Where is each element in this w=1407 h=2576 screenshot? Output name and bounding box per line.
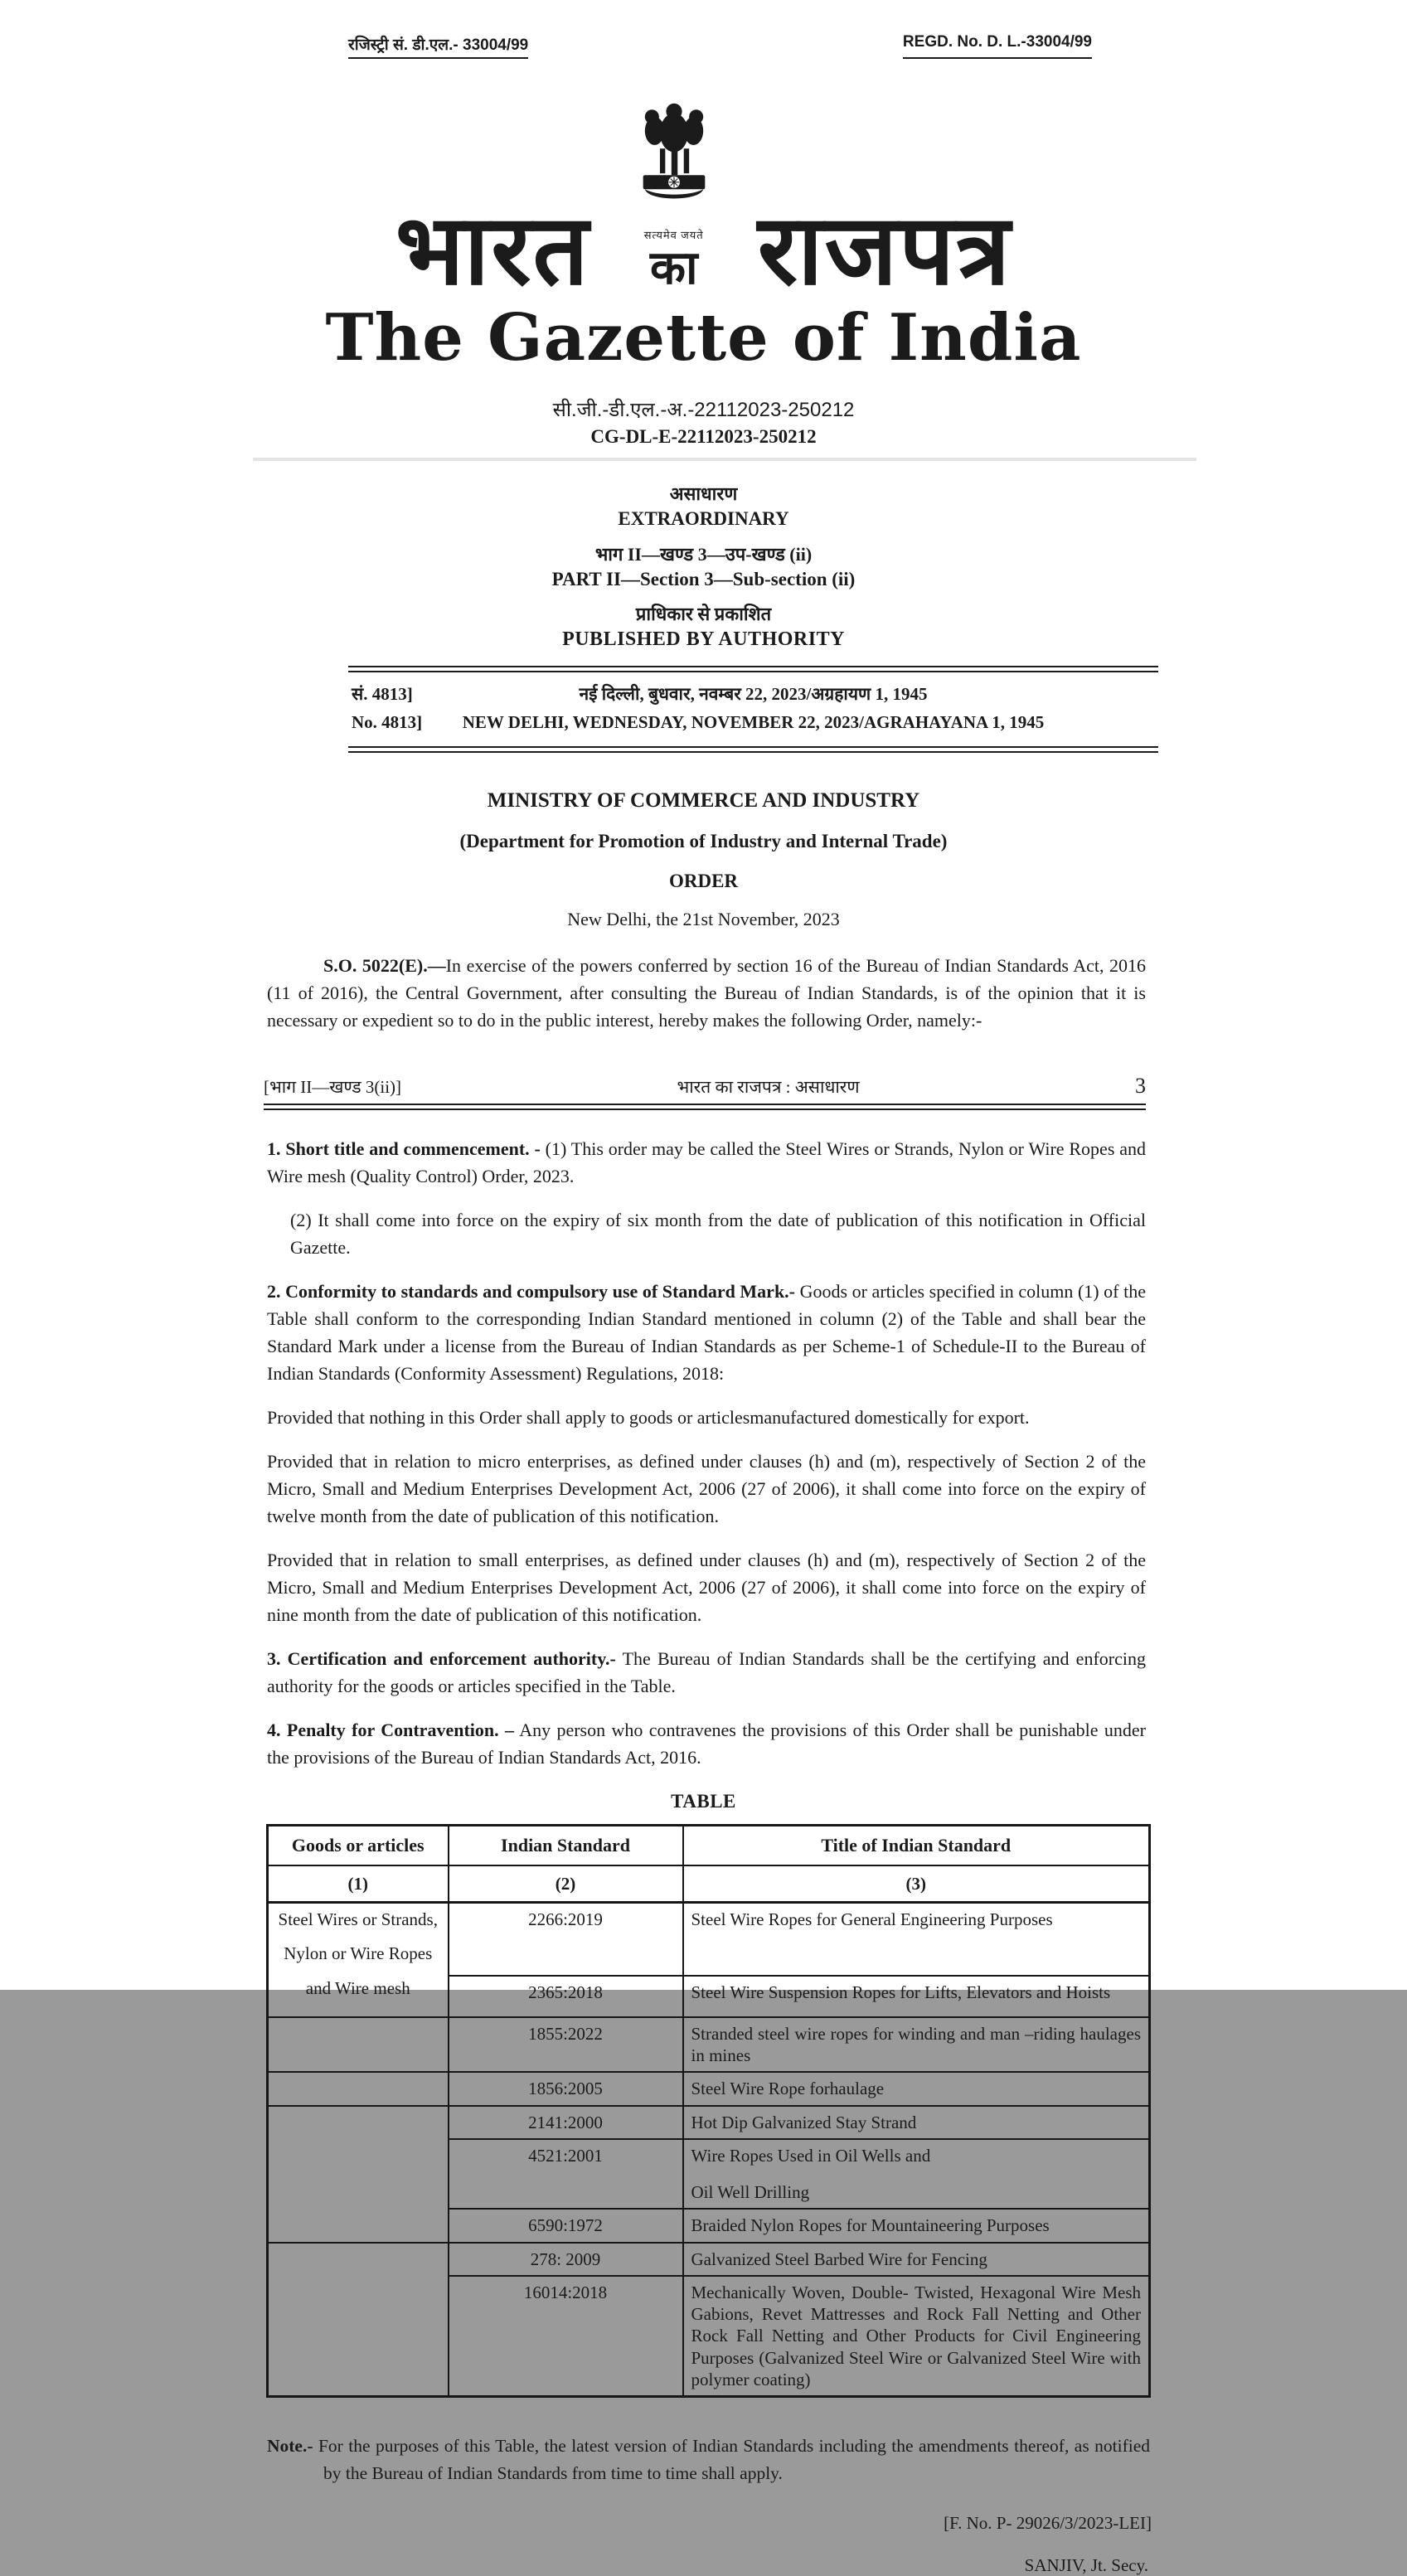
standard-title: Steel Wire Suspension Ropes for Lifts, Elevators and Hoists xyxy=(683,1976,1150,2017)
table-header-row xyxy=(268,1826,1150,1865)
clause-2-text: Goods or articles specified in column (1) of the Table shall conform to the corresponding Indian Standard mentioned in column (2) of the Table and shall bear the Standard Mark under a license from the Bureau of Indian Standards as per Scheme-1 of Schedule-II to the Bureau of Indian Standards (Conformity Assessment) Regulations, 2018: xyxy=(267,1281,1146,1385)
col-header-standard: Indian Standard xyxy=(449,1826,683,1865)
standard-title: Mechanically Woven, Double- Twisted, Hexagonal Wire Mesh Gabions, Revet Mattresses and Rock Fall Netting and Other Rock Fall Netting and Other Products for Civil Engineering Purposes (Galvanized Steel Wire or Galvanized Steel Wire with polymer coating) xyxy=(683,2276,1150,2397)
table-row xyxy=(268,2243,1150,2276)
emblem-motto: सत्यमेव जयते xyxy=(643,229,704,241)
band-rule xyxy=(264,1104,1146,1110)
proviso-small: Provided that in relation to small enterprises, as defined under clauses (h) and (m), respectively of Section 2 of the Micro, Small and Medium Enterprises Development Act, 2006 (27 of 2006), it shall come into force on the expiry of nine month from the date of publication of this notification. xyxy=(267,1550,1146,1626)
table-colnumber-row xyxy=(268,1865,1150,1903)
extraordinary-english: EXTRAORDINARY xyxy=(618,508,789,530)
goods-cell-empty xyxy=(268,2017,449,2073)
issue-date-hindi: नई दिल्ली, बुधवार, नवम्बर 22, 2023/अग्रहायण 1, 1945 xyxy=(579,684,928,705)
separator-gray-rule xyxy=(253,458,1196,461)
standard-number: 2266:2019 xyxy=(449,1903,683,1976)
proviso-micro: Provided that in relation to micro enterprises, as defined under clauses (h) and (m), respectively of Section 2 of the Micro, Small and Medium Enterprises Development Act, 2006 (27 of 2006), it shall come into force on the expiry of twelve month from the date of publication of this notification. xyxy=(267,1451,1146,1527)
goods-cell-empty xyxy=(268,2106,449,2243)
table-title: TABLE xyxy=(671,1791,736,1812)
proviso-export: Provided that nothing in this Order shall apply to goods or articlesmanufactured domestically for export. xyxy=(267,1407,1030,1429)
table-row xyxy=(268,2106,1150,2139)
code-english: CG-DL-E-22112023-250212 xyxy=(590,426,817,448)
clause-1-heading: 1. Short title and commencement. - xyxy=(267,1138,546,1160)
standard-title-line-1: Wire Ropes Used in Oil Wells and xyxy=(691,2145,931,2166)
clause-1-sub-2: (2) It shall come into force on the expiry of six month from the date of publication of this notification in Official Gazette. xyxy=(290,1210,1146,1259)
order-body xyxy=(267,1135,1146,1771)
masthead-connector: का xyxy=(649,243,698,294)
so-text: In exercise of the powers conferred by section 16 of the Bureau of Indian Standards Act, 2016 (11 of 2016), the Central Government, after consulting the Bureau of Indian Standards, is of the opinion that it is necessary or expedient so to do in the public interest, hereby makes the following Order, namely:- xyxy=(267,955,1146,1031)
standard-number: 6590:1972 xyxy=(449,2209,683,2242)
standard-title: Galvanized Steel Barbed Wire for Fencing xyxy=(683,2243,1150,2276)
col-number-1: (1) xyxy=(268,1865,449,1903)
standard-title: Braided Nylon Ropes for Mountaineering Purposes xyxy=(683,2209,1150,2242)
emblem-column xyxy=(612,97,736,292)
part-english: PART II—Section 3—Sub-section (ii) xyxy=(551,568,856,589)
table-note xyxy=(267,2433,1150,2488)
goods-cell-empty xyxy=(268,2072,449,2105)
goods-line-1: Steel Wires or Strands, xyxy=(278,1909,438,1930)
clause-4-text: Any person who contravenes the provisions of this Order shall be punishable under the provisions of the Bureau of Indian Standards Act, 2016. xyxy=(267,1720,1146,1768)
clause-1 xyxy=(267,1135,1146,1190)
note-label: Note.- xyxy=(267,2436,313,2457)
order-dateline: New Delhi, the 21st November, 2023 xyxy=(567,909,840,930)
issue-row xyxy=(348,672,1158,746)
standard-title xyxy=(683,2139,1150,2210)
so-number: S.O. 5022(E).— xyxy=(323,955,446,977)
authority-english: PUBLISHED BY AUTHORITY xyxy=(562,628,845,650)
table-row xyxy=(268,2017,1150,2073)
standard-title: Steel Wire Rope forhaulage xyxy=(683,2072,1150,2105)
issue-dateline xyxy=(463,681,1045,736)
standard-number: 2365:2018 xyxy=(449,1976,683,2017)
clause-3 xyxy=(267,1645,1146,1700)
gazette-title: The Gazette of India xyxy=(325,300,1082,376)
goods-cell-empty xyxy=(268,2243,449,2397)
ashoka-lion-capital-icon xyxy=(634,97,714,226)
col-header-goods: Goods or articles xyxy=(268,1826,449,1865)
gazette-codes xyxy=(0,397,1407,449)
issue-strip xyxy=(348,666,1158,753)
double-rule-top xyxy=(348,666,1158,672)
ministry-name: MINISTRY OF COMMERCE AND INDUSTRY xyxy=(487,789,920,813)
standard-number: 278: 2009 xyxy=(449,2243,683,2276)
standard-number: 4521:2001 xyxy=(449,2139,683,2210)
clause-3-text: The Bureau of Indian Standards shall be the certifying and enforcing authority for the goods or articles specified in the Table. xyxy=(267,1648,1146,1697)
registration-bar xyxy=(0,0,1407,59)
extraordinary-hindi: असाधारण xyxy=(669,483,738,505)
masthead xyxy=(0,97,1407,306)
masthead-title-hindi-right: राजपत्र xyxy=(757,196,1012,306)
registry-number-hindi: रजिस्ट्री सं. डी.एल.- 33004/99 xyxy=(348,33,528,59)
col-number-2: (2) xyxy=(449,1865,683,1903)
publication-block xyxy=(0,483,1407,652)
clause-4-heading: 4. Penalty for Contravention. – xyxy=(267,1720,515,1741)
double-rule-bottom xyxy=(348,746,1158,753)
clause-2 xyxy=(267,1278,1146,1387)
issue-number-hindi: सं. 4813] xyxy=(352,684,413,705)
standard-title: Stranded steel wire ropes for winding and man –riding haulages in mines xyxy=(683,2017,1150,2073)
issue-number-english: No. 4813] xyxy=(352,711,423,732)
signature: SANJIV, Jt. Secy. xyxy=(1024,2554,1148,2575)
band-center-title: भारत का राजपत्र : असाधारण xyxy=(677,1077,860,1098)
clause-2-heading: 2. Conformity to standards and compulsory use of Standard Mark.- xyxy=(267,1281,796,1303)
standard-number: 16014:2018 xyxy=(449,2276,683,2397)
department-name: (Department for Promotion of Industry and Internal Trade) xyxy=(459,831,948,852)
code-hindi: सी.जी.-डी.एल.-अ.-22112023-250212 xyxy=(552,399,855,421)
clause-1-text: (1) This order may be called the Steel Wires or Strands, Nylon or Wire Ropes and Wire mesh (Quality Control) Order, 2023. xyxy=(267,1138,1146,1187)
registry-number-english: REGD. No. D. L.-33004/99 xyxy=(903,33,1092,59)
table-row xyxy=(268,1903,1150,1976)
masthead-title-hindi-left: भारत xyxy=(395,196,590,306)
page-header-band xyxy=(264,1074,1146,1099)
standard-number: 2141:2000 xyxy=(449,2106,683,2139)
standard-number: 1855:2022 xyxy=(449,2017,683,2073)
col-number-3: (3) xyxy=(683,1865,1150,1903)
standard-title-line-2: Oil Well Drilling xyxy=(691,2182,810,2203)
goods-cell xyxy=(268,1903,449,2017)
part-hindi: भाग II—खण्ड 3—उप-खण्ड (ii) xyxy=(594,543,813,565)
goods-line-2: Nylon or Wire Ropes xyxy=(284,1943,433,1964)
issue-date-english: NEW DELHI, WEDNESDAY, NOVEMBER 22, 2023/AGRAHAYANA 1, 1945 xyxy=(462,711,1045,732)
table-row xyxy=(268,2072,1150,2105)
ministry-block xyxy=(0,789,1407,930)
band-part-label: [भाग II—खण्ड 3(ii)] xyxy=(264,1077,402,1098)
page-number: 3 xyxy=(1135,1074,1146,1099)
standard-title: Hot Dip Galvanized Stay Strand xyxy=(683,2106,1150,2139)
order-label: ORDER xyxy=(668,871,739,892)
standards-table xyxy=(266,1824,1151,2398)
issue-number xyxy=(352,681,422,736)
standard-title: Steel Wire Ropes for General Engineering Purposes xyxy=(683,1903,1150,1976)
goods-line-3: and Wire mesh xyxy=(305,1977,410,1998)
file-number: [F. No. P- 29026/3/2023-LEI] xyxy=(944,2512,1152,2533)
standard-number: 1856:2005 xyxy=(449,2072,683,2105)
clause-4 xyxy=(267,1716,1146,1771)
so-paragraph xyxy=(267,952,1146,1034)
clause-3-heading: 3. Certification and enforcement authority.- xyxy=(267,1648,616,1670)
note-text: For the purposes of this Table, the latest version of Indian Standards including the amendments thereof, as notified by the Bureau of Indian Standards from time to time shall apply. xyxy=(313,2436,1150,2484)
col-header-title: Title of Indian Standard xyxy=(683,1826,1150,1865)
authority-hindi: प्राधिकार से प्रकाशित xyxy=(635,604,772,625)
